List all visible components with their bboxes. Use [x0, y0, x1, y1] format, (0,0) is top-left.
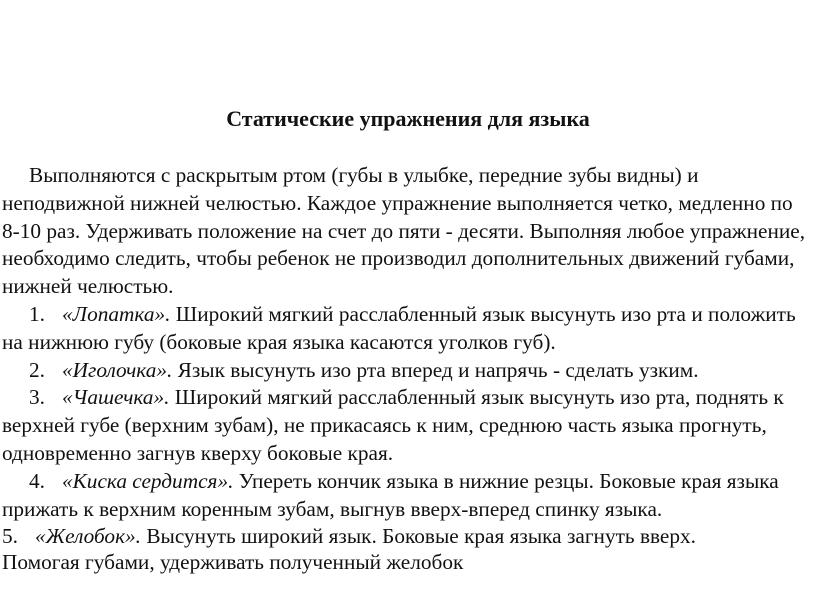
exercise-number: 2.: [29, 357, 45, 382]
exercise-description: Широкий мягкий расслабленный язык высунуть изо рта и положить на нижнюю губу (боковые края языка касаются уголков губ).: [2, 301, 796, 354]
closing-line: Помогая губами, удерживать полученный желобок: [2, 550, 464, 574]
exercise-number: 5.: [2, 524, 18, 549]
exercise-item: [2, 385, 784, 465]
exercise-number: 3.: [29, 385, 45, 410]
page-title: Статические упражнения для языка: [226, 106, 590, 131]
exercise-item: [2, 358, 699, 382]
intro-text: Выполняются с раскрытым ртом (губы в улыбке, передние зубы видны) и неподвижной нижней челюстью. Каждое упражнение выполняется четко, медленно по 8-10 раз. Удерживать положение на счет до пяти - десяти. Выполняя любое упражнение, необходимо следить, чтобы ребенок не производил дополнительных движений губами, нижней челюстью.: [2, 163, 806, 299]
intro-paragraph: [2, 163, 805, 298]
exercise-description: Высунуть широкий язык. Боковые края языка загнуть вверх.: [141, 524, 697, 549]
exercise-name: «Чашечка».: [62, 385, 170, 410]
exercise-description: Упереть кончик языка в нижние резцы. Боковые края языка прижать к верхним коренным зубам, выгнув вверх-вперед спинку языка.: [2, 468, 779, 521]
exercise-item: [2, 469, 779, 521]
exercise-item: [2, 302, 796, 354]
exercise-number: 1.: [29, 301, 45, 326]
exercise-description: Широкий мягкий расслабленный язык высунуть изо рта, поднять к верхней губе (верхним зубам), не прикасаясь к ним, среднюю часть языка прогнуть, одновременно загнув кверху боковые края.: [2, 385, 784, 465]
exercise-number: 4.: [29, 468, 45, 493]
exercise-description: Язык высунуть изо рта вперед и напрячь - сделать узким.: [172, 357, 699, 382]
exercise-name: «Иголочка».: [62, 357, 173, 382]
exercise-text-block: [2, 162, 808, 551]
exercise-name: «Киска сердится».: [62, 468, 234, 493]
exercise-name: «Лопатка».: [62, 301, 171, 326]
exercise-name: «Желобок».: [35, 524, 142, 549]
exercise-item: [2, 524, 696, 548]
